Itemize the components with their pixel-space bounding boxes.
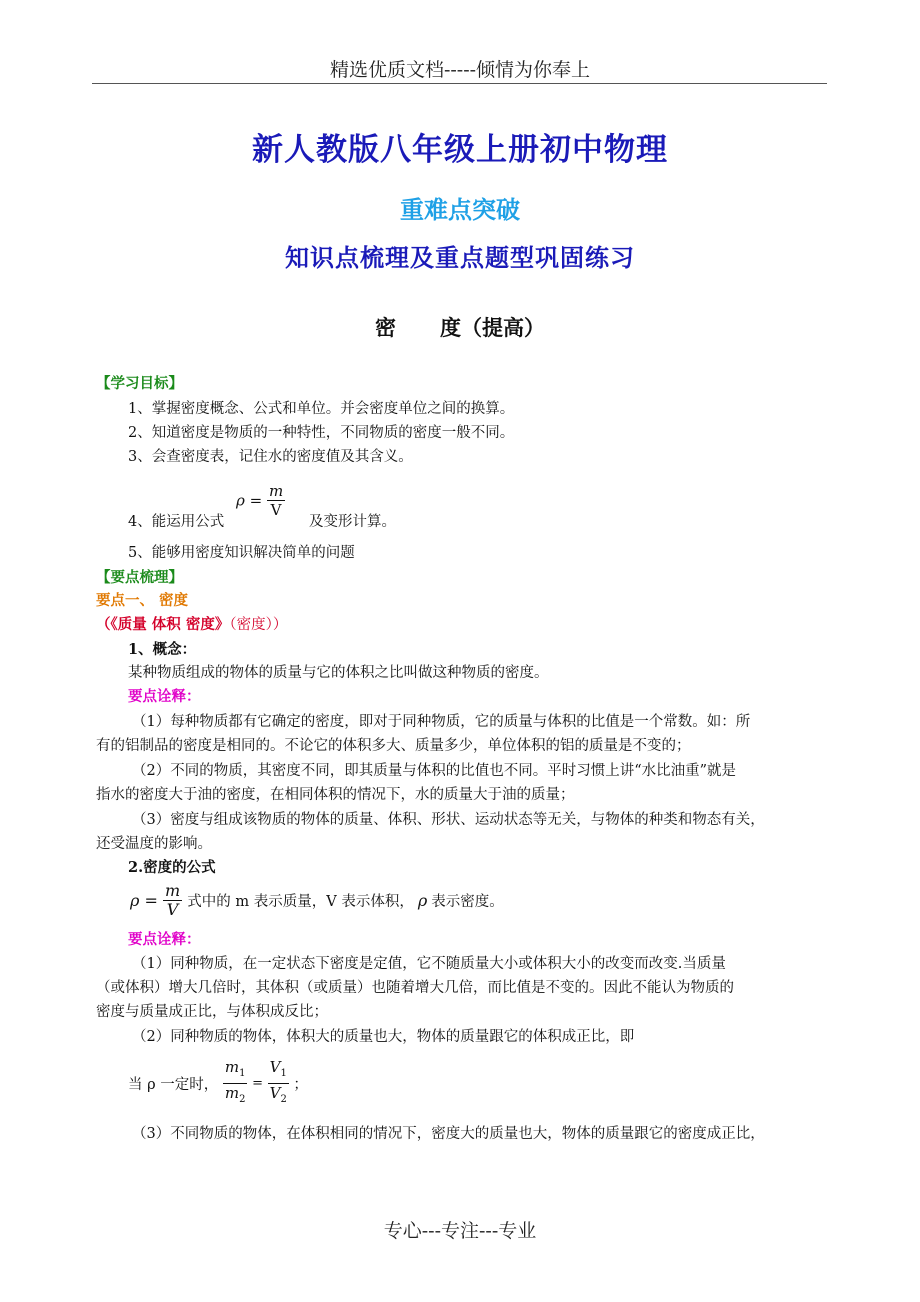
note1-item1-line1: （1）每种物质都有它确定的密度，即对于同种物质，它的质量与体积的比值是一个常数。如：所 [132, 714, 751, 730]
note1-item1-line2: 有的铝制品的密度是相同的。不论它的体积多大、质量多少，单位体积的铝的质量是不变的； [96, 738, 691, 754]
density-formula-rho: ρ [417, 891, 428, 910]
ratio-semicolon: ； [293, 1077, 308, 1093]
note1-item3-line2: 还受温度的影响。 [96, 836, 212, 852]
density-formula-den: V [166, 900, 179, 919]
note-label-2: 要点诠释： [128, 931, 201, 948]
ratio-when: 当 ρ 一定时， [128, 1077, 219, 1093]
ratio-right-num-sub: 1 [280, 1068, 287, 1079]
density-formula [130, 882, 504, 919]
ratio-left-den: m [224, 1084, 240, 1102]
density-formula-lhs: ρ = [130, 891, 158, 910]
points-heading: 【要点梳理】 [96, 569, 183, 586]
ratio-equals: = [252, 1076, 263, 1091]
lesson-link-b: （密度）） [229, 617, 288, 633]
note2-item1-line3: 密度与质量成正比，与体积成反比； [96, 1004, 328, 1020]
ratio-right-den: V [269, 1084, 281, 1102]
ratio-left-num: m [224, 1058, 240, 1076]
ratio-formula [128, 1058, 308, 1109]
subtitle: 重难点突破 [400, 195, 520, 224]
topic-title-b: 度（提高） [440, 315, 545, 340]
goal-formula [236, 482, 285, 519]
point-1-title: 要点一、 密度 [96, 592, 189, 609]
formula-title: 2.密度的公式 [128, 859, 216, 876]
note2-item3: （3）不同物质的物体，在体积相同的情况下，密度大的质量也大，物体的质量跟它的密度成正比， [132, 1126, 765, 1142]
goals-heading: 【学习目标】 [96, 375, 183, 392]
goal-formula-den: V [270, 501, 282, 519]
lesson-link-a: （《质量 体积 密度》 [96, 616, 230, 633]
goal-item-2: 2、知道密度是物质的一种特性，不同物质的密度一般不同。 [128, 425, 515, 441]
note2-item1-line1: （1）同种物质，在一定状态下密度是定值，它不随质量大小或体积大小的改变而改变.当质量 [132, 956, 726, 972]
goal-item-4a: 4、能运用公式 [128, 514, 225, 530]
header-divider [92, 83, 827, 84]
concept-title: 1、概念： [128, 641, 197, 658]
goal-item-1: 1、掌握密度概念、公式和单位。并会密度单位之间的换算。 [128, 401, 515, 417]
main-title: 新人教版八年级上册初中物理 [252, 132, 668, 168]
ratio-right-den-sub: 2 [280, 1094, 287, 1105]
lesson-link[interactable] [96, 615, 287, 635]
density-formula-text-a: 式中的 m 表示质量，V 表示体积， [187, 894, 414, 910]
goal-formula-fraction [267, 482, 285, 519]
note1-item2-line1: （2）不同的物质，其密度不同，即其质量与体积的比值也不同。平时习惯上讲“水比油重”就是 [132, 763, 737, 779]
concept-text: 某种物质组成的物体的质量与它的体积之比叫做这种物质的密度。 [128, 665, 549, 681]
goal-item-4b: 及变形计算。 [309, 514, 396, 530]
note1-item3-line1: （3）密度与组成该物质的物体的质量、体积、形状、运动状态等无关，与物体的种类和物态有关， [132, 812, 765, 828]
ratio-left-fraction [223, 1058, 248, 1109]
ratio-left-den-sub: 2 [239, 1094, 246, 1105]
density-formula-text-b: 表示密度。 [431, 894, 504, 910]
goal-item-3: 3、会查密度表，记住水的密度值及其含义。 [128, 449, 413, 465]
ratio-right-fraction [268, 1058, 289, 1109]
page-footer: 专心---专注---专业 [383, 1220, 537, 1242]
note2-item2: （2）同种物质的物体，体积大的质量也大，物体的质量跟它的体积成正比，即 [132, 1029, 635, 1045]
density-formula-fraction [163, 882, 182, 919]
note-label-1: 要点诠释： [128, 688, 201, 705]
goal-formula-lhs: ρ = [236, 491, 263, 510]
subtitle-2: 知识点梳理及重点题型巩固练习 [285, 243, 635, 272]
ratio-left-num-sub: 1 [239, 1068, 246, 1079]
topic-title-a: 密 [375, 315, 396, 340]
density-formula-num: m [165, 881, 181, 900]
page-header: 精选优质文档-----倾情为你奉上 [329, 59, 591, 81]
ratio-right-num: V [269, 1058, 281, 1076]
goal-item-5: 5、能够用密度知识解决简单的问题 [128, 545, 355, 561]
note2-item1-line2: （或体积）增大几倍时，其体积（或质量）也随着增大几倍，而比值是不变的。因此不能认为物质的 [96, 980, 734, 996]
topic-title [0, 312, 920, 342]
note1-item2-line2: 指水的密度大于油的密度，在相同体积的情况下，水的质量大于油的质量； [96, 787, 575, 803]
goal-formula-num: m [268, 482, 284, 500]
